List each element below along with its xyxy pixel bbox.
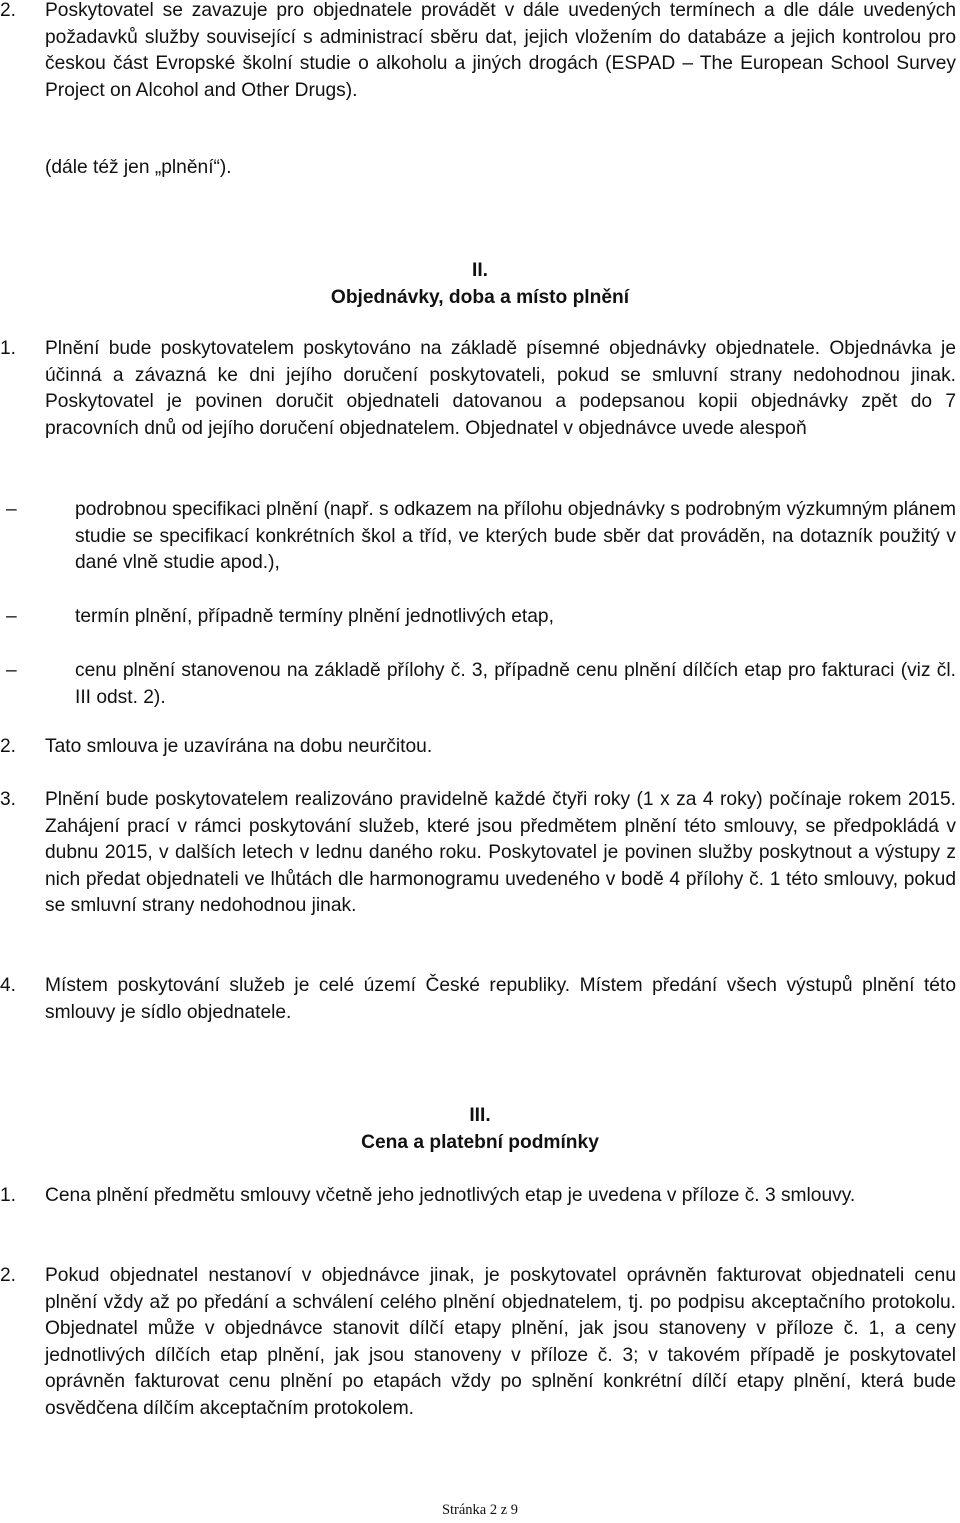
- dash-marker: –: [6, 499, 17, 520]
- paragraph-text: Tato smlouva je uzavírána na dobu neurčitou.: [45, 736, 433, 757]
- paragraph-II-1: [0, 336, 956, 442]
- paragraph-text: Cena plnění předmětu smlouvy včetně jeho jednotlivých etap je uvedena v příloze č. 3 smlouvy.: [45, 1185, 856, 1206]
- paragraph-number: 1.: [0, 338, 17, 359]
- section-numeral: II.: [472, 260, 488, 281]
- paragraph-number: 1.: [0, 1185, 17, 1206]
- fulfillment-note: (dále též jen „plnění“).: [45, 157, 232, 178]
- page-footer: [0, 1501, 960, 1519]
- paragraph-text: Plnění bude poskytovatelem poskytováno na základě písemné objednávky objednatele. Objednávka je účinná a závazná ke dni jejího doručení poskytovateli, pokud se smluvní strany nedohodnou jinak. Poskytovatel je povinen doručit objednateli datovanou a podepsanou kopii objednávky zpět do 7 pracovních dnů od jejího doručení objednatelem. Objednatel v objednávce uvede alespoň: [45, 338, 956, 439]
- list-item-text: cenu plnění stanovenou na základě přílohy č. 3, případně cenu plnění dílčích etap pro fakturaci (viz čl. III odst. 2).: [75, 660, 956, 708]
- list-item: [0, 658, 956, 711]
- paragraph-number: 2.: [0, 0, 17, 21]
- footer-separator: z: [500, 1502, 508, 1518]
- section-title: Cena a platební podmínky: [361, 1132, 599, 1153]
- paragraph-number: 2.: [0, 736, 17, 757]
- paragraph-III-2: [0, 1263, 956, 1423]
- section-title: Objednávky, doba a místo plnění: [330, 287, 630, 308]
- section-numeral: III.: [469, 1105, 491, 1126]
- paragraph-I-2: [0, 0, 956, 104]
- footer-prefix: Stránka: [441, 1502, 487, 1518]
- list-item-text: termín plnění, případně termíny plnění jednotlivých etap,: [75, 606, 554, 627]
- total-pages-number: 9: [510, 1502, 519, 1518]
- paragraph-III-1: [0, 1183, 956, 1210]
- paragraph-number: 4.: [0, 975, 17, 996]
- paragraph-II-4: [0, 973, 956, 1026]
- paragraph-text: Místem poskytování služeb je celé území České republiky. Místem předání všech výstupů plnění této smlouvy je sídlo objednatele.: [45, 975, 956, 1023]
- list-item-text: podrobnou specifikaci plnění (např. s odkazem na přílohu objednávky s podrobným výzkumným plánem studie se specifikací konkrétních škol a tříd, ve kterých bude sběr dat prováděn, na dotazník použitý v dané vlně studie apod.),: [75, 499, 956, 574]
- paragraph-number: 2.: [0, 1265, 17, 1286]
- list-item: [0, 497, 956, 577]
- paragraph-II-2: [0, 734, 956, 761]
- paragraph-text: Pokud objednatel nestanoví v objednávce jinak, je poskytovatel oprávněn fakturovat objednateli cenu plnění vždy až po předání a schválení celého plnění objednatelem, tj. po podpisu akceptačního protokolu. Objednatel může v objednávce stanovit dílčí etapy plnění, jak jsou stanoveny v příloze č. 1, a ceny jednotlivých dílčích etap plnění, jak jsou stanoveny v příloze č. 3; v takovém případě je poskytovatel oprávněn fakturovat cenu plnění po etapách vždy po splnění konkrétní dílčí etapy plnění, která bude osvědčena dílčím akceptačním protokolem.: [45, 1265, 956, 1419]
- current-page-number: 2: [489, 1502, 498, 1518]
- list-item: [0, 604, 956, 631]
- paragraph-text: Poskytovatel se zavazuje pro objednatele provádět v dále uvedených termínech a dle dále uvedených požadavků služby související s administrací sběru dat, jejich vložením do databáze a jejich kontrolou pro českou část Evropské školní studie o alkoholu a jiných drogách (ESPAD – The European School Survey Project on Alcohol and Other Drugs).: [45, 0, 956, 101]
- dash-marker: –: [6, 606, 17, 627]
- dash-marker: –: [6, 660, 17, 681]
- paragraph-II-3: [0, 787, 956, 920]
- paragraph-text: Plnění bude poskytovatelem realizováno pravidelně každé čtyři roky (1 x za 4 roky) počínaje rokem 2015. Zahájení prací v rámci poskytování služeb, které jsou předmětem plnění této smlouvy, se předpokládá v dubnu 2015, v dalších letech v lednu daného roku. Poskytovatel je povinen služby poskytnout a výstupy z nich předat objednateli ve lhůtách dle harmonogramu uvedeného v bodě 4 přílohy č. 1 této smlouvy, pokud se smluvní strany nedohodnou jinak.: [45, 789, 956, 917]
- paragraph-number: 3.: [0, 789, 17, 810]
